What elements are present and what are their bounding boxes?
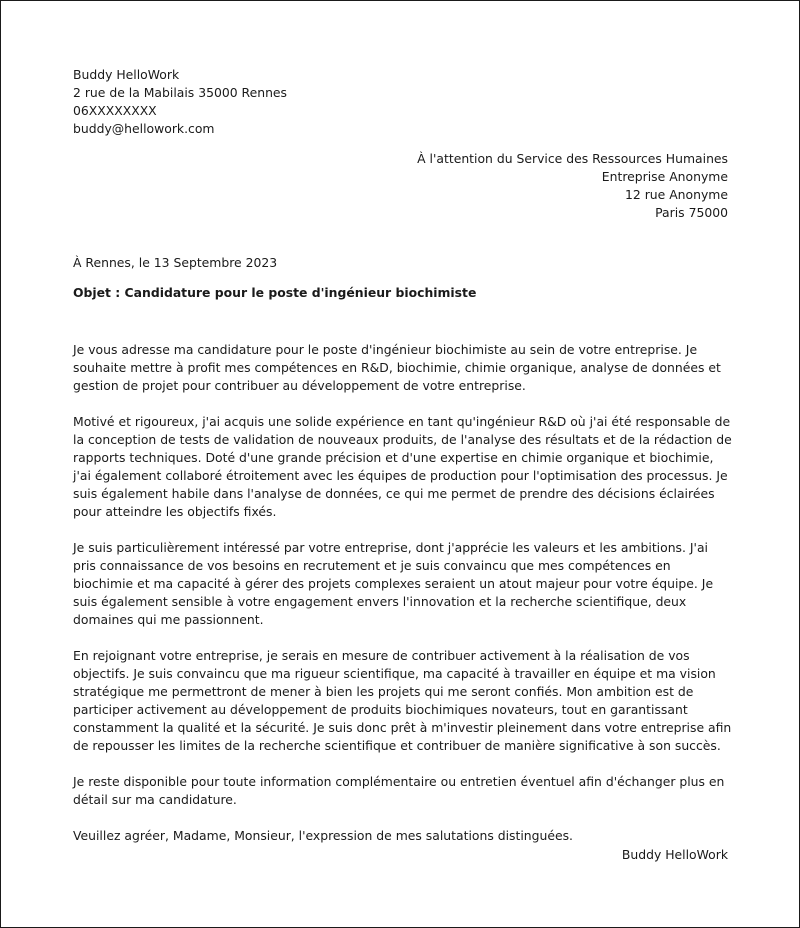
sender-email: buddy@hellowork.com [73,121,215,136]
paragraph-closing: Veuillez agréer, Madame, Monsieur, l'expression de mes salutations distinguées. [73,828,573,843]
recipient-attention: À l'attention du Service des Ressources Humaines [417,151,728,166]
recipient-street: 12 rue Anonyme [624,187,728,202]
sender-phone: 06XXXXXXXX [73,103,157,118]
recipient-block [417,150,728,222]
paragraph-availability: Je reste disponible pour toute information complémentaire ou entretien éventuel afin d'échanger plus en détail sur ma candidature. [73,774,725,807]
paragraph-contribution: En rejoignant votre entreprise, je serais en mesure de contribuer activement à la réalisation de vos objectifs. Je suis convaincu que ma rigueur scientifique, ma capacité à travailler en équipe et ma vision stratégique me permettront de mener à bien les projets qui me seront confiés. Mon ambition est de participer activement au développement de produits biochimiques novateurs, tout en garantissant constamment la qualité et la sécurité. Je suis donc prêt à m'investir pleinement dans votre entreprise afin de repousser les limites de la recherche scientifique et contribuer de manière significative à son succès. [73,648,732,753]
paragraph-introduction: Je vous adresse ma candidature pour le poste d'ingénieur biochimiste au sein de votre entreprise. Je souhaite mettre à profit mes compétences en R&D, biochimie, chimie organique, analyse de données et gestion de projet pour contribuer au développement de votre entreprise. [73,342,721,393]
letter-body [73,341,733,863]
paragraph-experience: Motivé et rigoureux, j'ai acquis une solide expérience en tant qu'ingénieur R&D où j'ai été responsable de la conception de tests de validation de nouveaux produits, de l'analyse des résultats et de la rédaction de rapports techniques. Doté d'une grande précision et d'une expertise en chimie organique et biochimie, j'ai également collaboré étroitement avec les équipes de production pour l'optimisation des processus. Je suis également habile dans l'analyse de données, ce qui me permet de prendre des décisions éclairées pour atteindre les objectifs fixés. [73,414,732,519]
recipient-company: Entreprise Anonyme [601,169,728,184]
recipient-city: Paris 75000 [655,205,728,220]
sender-address: 2 rue de la Mabilais 35000 Rennes [73,85,288,100]
signature: Buddy HelloWork [621,847,728,862]
subject-line: Objet : Candidature pour le poste d'ingénieur biochimiste [73,285,477,300]
sender-block [73,66,287,138]
sender-name: Buddy HelloWork [73,67,180,82]
paragraph-motivation: Je suis particulièrement intéressé par votre entreprise, dont j'apprécie les valeurs et les ambitions. J'ai pris connaissance de vos besoins en recrutement et je suis convaincu que mes compétences en biochimie et ma capacité à gérer des projets complexes seraient un atout majeur pour votre équipe. Je suis également sensible à votre engagement envers l'innovation et la recherche scientifique, deux domaines qui me passionnent. [73,540,714,627]
date-line: À Rennes, le 13 Septembre 2023 [73,255,278,270]
